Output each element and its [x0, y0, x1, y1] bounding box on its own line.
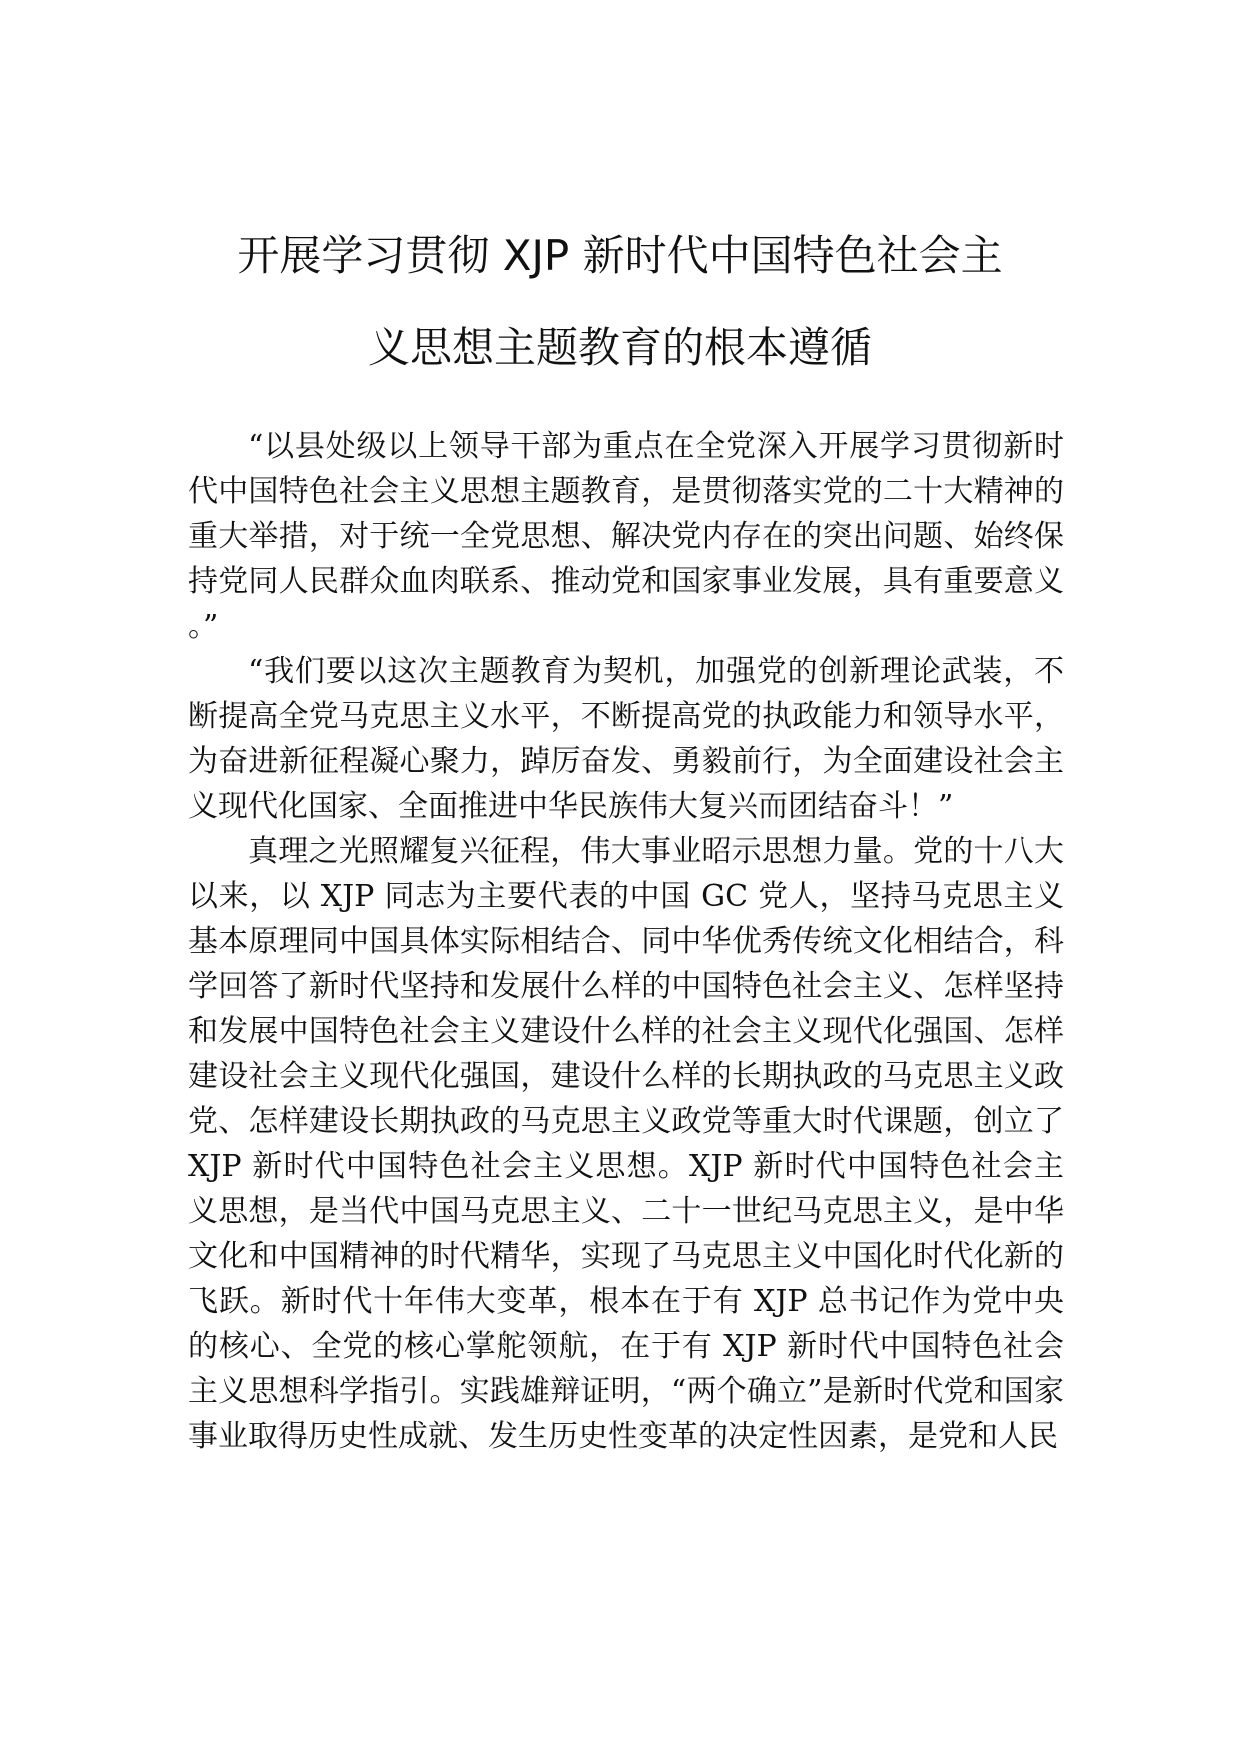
paragraph-quote-1: “以县处级以上领导干部为重点在全党深入开展学习贯彻新时代中国特色社会主义思想主题教育，是贯彻落实党的二十大精神的重大举措，对于统一全党思想、解决党内存在的突出问题、始终保持党同人民群众血肉联系、推动党和国家事业发展，具有重要意义。” [188, 429, 1064, 644]
document-title [180, 210, 1060, 394]
title-line-1: 开展学习贯彻 XJP 新时代中国特色社会主 [237, 231, 1003, 280]
paragraph-main: 真理之光照耀复兴征程，伟大事业昭示思想力量。党的十八大以来，以 XJP 同志为主要代表的中国 GC 党人，坚持马克思主义基本原理同中国具体实际相结合、同中华优秀传统文化相结合，科学回答了新时代坚持和发展什么样的中国特色社会主义、怎样坚持和发展中国特色社会主义建设什么样的社会主义现代化强国、怎样建设社会主义现代化强国，建设什么样的长期执政的马克思主义政党、怎样建设长期执政的马克思主义政党等重大时代课题，创立了 XJP 新时代中国特色社会主义思想。XJP 新时代中国特色社会主义思想，是当代中国马克思主义、二十一世纪马克思主义，是中华文化和中国精神的时代精华，实现了马克思主义中国化时代化新的飞跃。新时代十年伟大变革，根本在于有 XJP 总书记作为党中央的核心、全党的核心掌舵领航，在于有 XJP 新时代中国特色社会主义思想科学指引。实践雄辩证明，“两个确立”是新时代党和国家事业取得历史性成就、发生历史性变革的决定性因素，是党和人民 [188, 834, 1064, 1454]
paragraph-quote-2: “我们要以这次主题教育为契机，加强党的创新理论武装，不断提高全党马克思主义水平，不断提高党的执政能力和领导水平，为奋进新征程凝心聚力，踔厉奋发、勇毅前行，为全面建设社会主义现代化国家、全面推进中华民族伟大复兴而团结奋斗！” [188, 654, 1064, 824]
title-line-2: 义思想主题教育的根本遵循 [367, 323, 872, 372]
document-body [188, 424, 1064, 1459]
